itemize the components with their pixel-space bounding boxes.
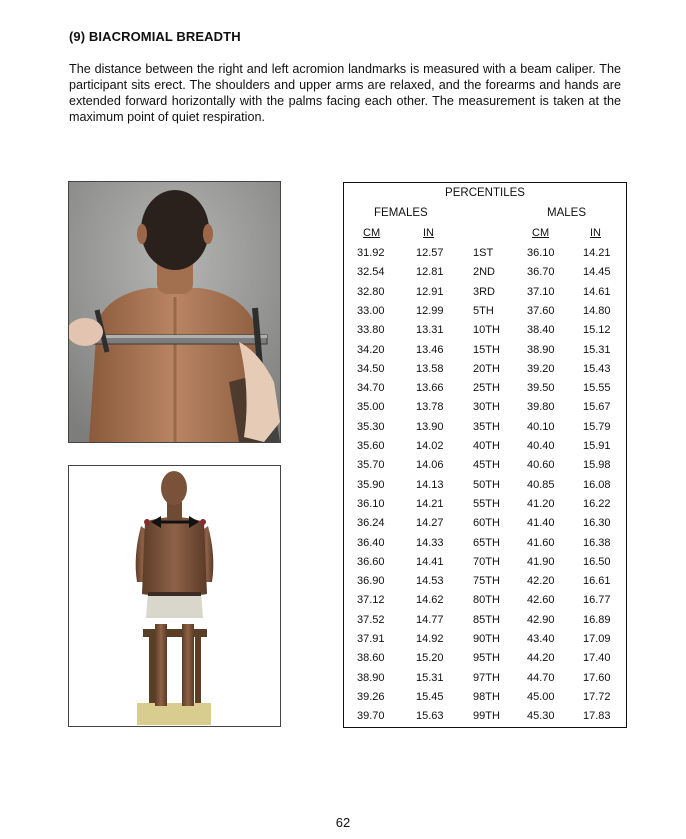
male-in-cell: 16.22 <box>583 497 611 510</box>
female-cm-cell: 39.26 <box>357 690 385 703</box>
percentile-cell: 75TH <box>473 575 500 588</box>
female-cm-cell: 37.12 <box>357 594 385 607</box>
female-in-cell: 14.13 <box>416 478 444 491</box>
male-cm-header: CM <box>532 227 550 239</box>
male-cm-cell: 40.85 <box>527 478 555 491</box>
female-cm-cell: 32.80 <box>357 285 385 298</box>
male-cm-cell: 40.60 <box>527 459 555 472</box>
percentile-cell: 99TH <box>473 710 500 723</box>
measurement-photo <box>68 181 281 443</box>
male-in-cell: 17.60 <box>583 671 611 684</box>
male-in-cell: 17.83 <box>583 710 611 723</box>
male-cm-cell: 37.10 <box>527 285 555 298</box>
percentile-cell: 95TH <box>473 652 500 665</box>
illustration-graphic <box>69 466 280 726</box>
female-in-cell: 12.81 <box>416 266 444 279</box>
percentile-cell: 20TH <box>473 362 500 375</box>
female-cm-cell: 35.60 <box>357 440 385 452</box>
percentile-cell: 80TH <box>473 594 500 607</box>
male-cm-cell: 41.40 <box>527 517 555 530</box>
female-cm-cell: 36.90 <box>357 575 385 588</box>
female-in-cell: 13.58 <box>416 362 444 375</box>
females-header: FEMALES <box>374 207 428 219</box>
female-in-cell: 12.91 <box>416 285 444 298</box>
percentile-cell: 1ST <box>473 247 494 259</box>
female-in-cell: 14.92 <box>416 633 444 645</box>
female-in-cell: 13.31 <box>416 324 444 337</box>
male-in-cell: 15.12 <box>583 324 611 337</box>
percentile-cell: 5TH <box>473 304 494 317</box>
percentile-cell: 30TH <box>473 401 500 414</box>
female-in-header: IN <box>423 227 434 239</box>
female-cm-cell: 37.91 <box>357 633 385 645</box>
percentile-table <box>343 182 627 728</box>
percentile-cell: 65TH <box>473 536 500 549</box>
female-cm-cell: 32.54 <box>357 266 385 279</box>
female-in-cell: 12.57 <box>416 247 444 259</box>
percentile-cell: 35TH <box>473 420 500 433</box>
percentile-cell: 90TH <box>473 633 500 645</box>
male-cm-cell: 42.60 <box>527 594 555 607</box>
male-in-cell: 15.91 <box>583 440 611 452</box>
male-in-cell: 14.45 <box>583 266 611 279</box>
table-title: PERCENTILES <box>445 187 525 199</box>
male-cm-cell: 38.90 <box>527 343 555 356</box>
female-in-cell: 15.45 <box>416 690 444 703</box>
female-cm-cell: 36.60 <box>357 555 385 568</box>
percentile-cell: 10TH <box>473 324 500 337</box>
male-cm-cell: 40.40 <box>527 440 555 452</box>
female-cm-cell: 33.80 <box>357 324 385 337</box>
female-in-cell: 14.53 <box>416 575 444 588</box>
male-in-header: IN <box>590 227 601 239</box>
female-in-cell: 14.02 <box>416 440 444 452</box>
female-in-cell: 13.90 <box>416 420 444 433</box>
male-in-cell: 16.08 <box>583 478 611 491</box>
female-cm-cell: 37.52 <box>357 613 385 626</box>
percentile-cell: 40TH <box>473 440 500 452</box>
percentile-cell: 50TH <box>473 478 500 491</box>
female-in-cell: 14.21 <box>416 497 444 510</box>
male-in-cell: 15.79 <box>583 420 611 433</box>
female-in-cell: 12.99 <box>416 304 444 317</box>
percentile-cell: 98TH <box>473 690 500 703</box>
percentile-cell: 2ND <box>473 266 496 279</box>
male-cm-cell: 42.20 <box>527 575 555 588</box>
female-cm-cell: 36.24 <box>357 517 385 530</box>
male-in-cell: 14.21 <box>583 247 611 259</box>
page-number: 62 <box>335 815 351 830</box>
male-cm-cell: 36.10 <box>527 247 555 259</box>
female-cm-cell: 31.92 <box>357 247 385 259</box>
male-cm-cell: 37.60 <box>527 304 555 317</box>
female-in-cell: 14.41 <box>416 555 444 568</box>
male-in-cell: 16.61 <box>583 575 611 588</box>
female-in-cell: 15.20 <box>416 652 444 665</box>
female-cm-cell: 34.70 <box>357 382 385 395</box>
female-cm-cell: 35.00 <box>357 401 385 414</box>
male-in-cell: 14.61 <box>583 285 611 298</box>
female-in-cell: 14.33 <box>416 536 444 549</box>
male-in-cell: 16.50 <box>583 555 611 568</box>
section-heading: (9) BIACROMIAL BREADTH <box>69 29 241 44</box>
female-cm-cell: 34.20 <box>357 343 385 356</box>
male-cm-cell: 43.40 <box>527 633 555 645</box>
female-cm-cell: 34.50 <box>357 362 385 375</box>
female-cm-cell: 38.60 <box>357 652 385 665</box>
female-in-cell: 14.62 <box>416 594 444 607</box>
female-cm-header: CM <box>363 227 381 239</box>
male-cm-cell: 41.20 <box>527 497 555 510</box>
percentile-cell: 45TH <box>473 459 500 472</box>
female-cm-cell: 35.70 <box>357 459 385 472</box>
percentile-cell: 55TH <box>473 497 500 510</box>
female-in-cell: 14.06 <box>416 459 444 472</box>
male-in-cell: 16.38 <box>583 536 611 549</box>
female-in-cell: 14.77 <box>416 613 444 626</box>
male-cm-cell: 38.40 <box>527 324 555 337</box>
male-in-cell: 16.30 <box>583 517 611 530</box>
female-cm-cell: 36.40 <box>357 536 385 549</box>
male-in-cell: 17.72 <box>583 690 611 703</box>
female-cm-cell: 39.70 <box>357 710 385 723</box>
male-in-cell: 15.55 <box>583 382 611 395</box>
male-in-cell: 16.77 <box>583 594 611 607</box>
percentile-cell: 85TH <box>473 613 500 626</box>
female-cm-cell: 35.90 <box>357 478 385 491</box>
male-cm-cell: 44.70 <box>527 671 555 684</box>
male-in-cell: 17.40 <box>583 652 611 665</box>
female-cm-cell: 33.00 <box>357 304 385 317</box>
female-cm-cell: 35.30 <box>357 420 385 433</box>
male-in-cell: 14.80 <box>583 304 611 317</box>
male-in-cell: 16.89 <box>583 613 611 626</box>
male-cm-cell: 41.60 <box>527 536 555 549</box>
percentile-cell: 3RD <box>473 285 496 298</box>
percentile-cell: 25TH <box>473 382 500 395</box>
percentile-cell: 60TH <box>473 517 500 530</box>
male-in-cell: 17.09 <box>583 633 611 645</box>
male-cm-cell: 42.90 <box>527 613 555 626</box>
percentile-cell: 15TH <box>473 343 500 356</box>
female-cm-cell: 36.10 <box>357 497 385 510</box>
female-in-cell: 15.63 <box>416 710 444 723</box>
female-in-cell: 14.27 <box>416 517 444 530</box>
male-cm-cell: 41.90 <box>527 555 555 568</box>
male-cm-cell: 40.10 <box>527 420 555 433</box>
photo-graphic <box>69 182 280 442</box>
male-cm-cell: 39.20 <box>527 362 555 375</box>
male-in-cell: 15.43 <box>583 362 611 375</box>
female-in-cell: 13.66 <box>416 382 444 395</box>
male-cm-cell: 44.20 <box>527 652 555 665</box>
male-in-cell: 15.98 <box>583 459 611 472</box>
male-cm-cell: 45.30 <box>527 710 555 723</box>
male-cm-cell: 39.50 <box>527 382 555 395</box>
male-in-cell: 15.31 <box>583 343 611 356</box>
male-cm-cell: 39.80 <box>527 401 555 414</box>
female-in-cell: 13.78 <box>416 401 444 414</box>
male-in-cell: 15.67 <box>583 401 611 414</box>
section-description: The distance between the right and left acromion landmarks is measured with a beam caliper. The participant sits erect. The shoulders and upper arms are relaxed, and the forearms and hands are extended forward horizontally with the palms facing each other. The measurement is taken at the maximum point of quiet respiration. <box>69 62 621 124</box>
female-cm-cell: 38.90 <box>357 671 385 684</box>
males-header: MALES <box>547 207 586 219</box>
percentile-cell: 97TH <box>473 671 500 684</box>
female-in-cell: 15.31 <box>416 671 444 684</box>
measurement-illustration <box>68 465 281 727</box>
male-cm-cell: 36.70 <box>527 266 555 279</box>
male-cm-cell: 45.00 <box>527 690 555 703</box>
female-in-cell: 13.46 <box>416 343 444 356</box>
percentile-cell: 70TH <box>473 555 500 568</box>
